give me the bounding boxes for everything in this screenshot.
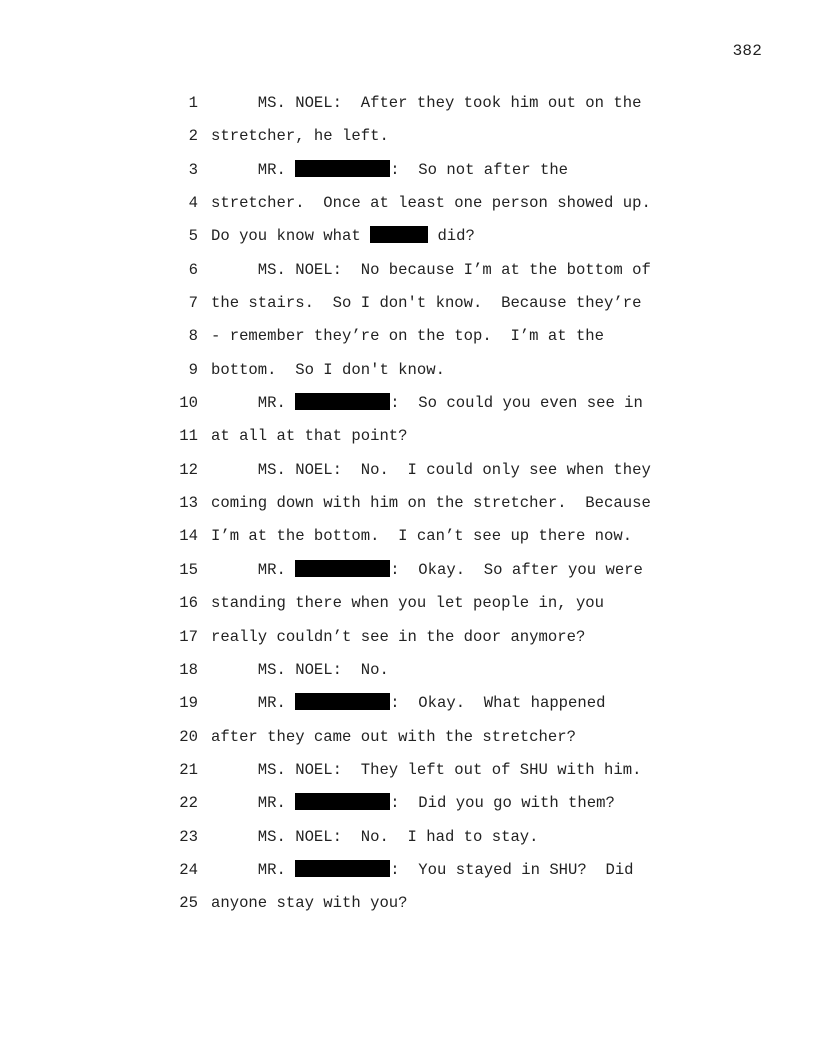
line-text: MR. : Okay. So after you were	[211, 560, 643, 579]
line-number: 12	[179, 460, 198, 479]
transcript-line	[168, 554, 688, 587]
transcript-line	[168, 187, 688, 220]
line-number: 25	[179, 894, 198, 913]
transcript-line	[168, 854, 688, 887]
transcript-body	[168, 87, 688, 921]
line-text: - remember they’re on the top. I’m at the	[211, 327, 605, 346]
line-text: MS. NOEL: They left out of SHU with him.	[211, 760, 642, 779]
line-number: 2	[188, 127, 198, 146]
line-text: MR. : Did you go with them?	[211, 794, 615, 813]
transcript-line	[168, 354, 688, 387]
line-number: 6	[188, 260, 198, 279]
line-number: 13	[179, 494, 198, 513]
transcript-line	[168, 120, 688, 153]
transcript-line	[168, 287, 688, 320]
transcript-line	[168, 887, 688, 920]
transcript-line	[168, 254, 688, 287]
transcript-line	[168, 320, 688, 353]
transcript-line	[168, 654, 688, 687]
transcript-line	[168, 220, 688, 253]
redaction-bar	[295, 160, 390, 177]
redaction-bar	[295, 393, 390, 410]
transcript-line	[168, 587, 688, 620]
line-text: MS. NOEL: No. I could only see when they	[211, 460, 651, 479]
transcript-line	[168, 821, 688, 854]
line-number: 4	[188, 194, 198, 213]
line-text: MR. : Okay. What happened	[211, 694, 606, 713]
line-text: MR. : So could you even see in	[211, 394, 643, 413]
line-number: 22	[179, 794, 198, 813]
line-number: 20	[179, 727, 198, 746]
redaction-bar	[295, 560, 390, 577]
line-text: at all at that point?	[211, 427, 408, 446]
line-text: MS. NOEL: After they took him out on the	[211, 94, 642, 112]
line-number: 24	[179, 860, 198, 879]
line-number: 23	[179, 827, 198, 846]
line-number: 9	[188, 360, 198, 379]
line-number: 3	[188, 160, 198, 179]
line-text: the stairs. So I don't know. Because they’re	[211, 294, 642, 313]
line-text: anyone stay with you?	[211, 894, 408, 913]
line-number: 19	[179, 694, 198, 713]
line-text: coming down with him on the stretcher. Because	[211, 494, 651, 513]
line-number: 16	[179, 594, 198, 613]
line-number: 21	[179, 760, 198, 779]
line-number: 7	[188, 294, 198, 313]
redaction-bar	[295, 860, 390, 877]
line-text: MR. : So not after the	[211, 160, 569, 179]
transcript-line	[168, 754, 688, 787]
page-number: 382	[732, 42, 762, 60]
line-text: MS. NOEL: No because I’m at the bottom of	[211, 260, 651, 279]
transcript-line	[168, 687, 688, 720]
line-number: 8	[188, 327, 198, 346]
line-number: 11	[179, 427, 198, 446]
transcript-line	[168, 420, 688, 453]
line-number: 14	[179, 527, 198, 546]
redaction-bar	[295, 693, 390, 710]
line-number: 17	[179, 627, 198, 646]
line-text: MS. NOEL: No. I had to stay.	[211, 827, 539, 846]
transcript-line	[168, 621, 688, 654]
line-number: 15	[179, 560, 198, 579]
line-text: stretcher. Once at least one person showed up.	[211, 194, 651, 213]
line-text: stretcher, he left.	[211, 127, 389, 146]
line-text: standing there when you let people in, you	[211, 594, 605, 613]
line-text: I’m at the bottom. I can’t see up there now.	[211, 527, 633, 546]
redaction-bar	[295, 793, 390, 810]
redaction-bar	[370, 226, 428, 243]
line-text: Do you know what did?	[211, 227, 475, 246]
transcript-line	[168, 487, 688, 520]
line-text: MR. : You stayed in SHU? Did	[211, 860, 634, 879]
transcript-line	[168, 520, 688, 553]
transcript-line	[168, 454, 688, 487]
line-number: 5	[188, 227, 198, 246]
transcript-line	[168, 154, 688, 187]
line-number: 1	[188, 94, 198, 112]
line-text: after they came out with the stretcher?	[211, 727, 576, 746]
line-text: bottom. So I don't know.	[211, 360, 445, 379]
line-number: 10	[179, 394, 198, 413]
transcript-line	[168, 721, 688, 754]
line-text: really couldn’t see in the door anymore?	[211, 627, 586, 646]
line-number: 18	[179, 660, 198, 679]
transcript-line	[168, 787, 688, 820]
transcript-line	[168, 87, 688, 120]
line-text: MS. NOEL: No.	[211, 660, 389, 679]
transcript-line	[168, 387, 688, 420]
